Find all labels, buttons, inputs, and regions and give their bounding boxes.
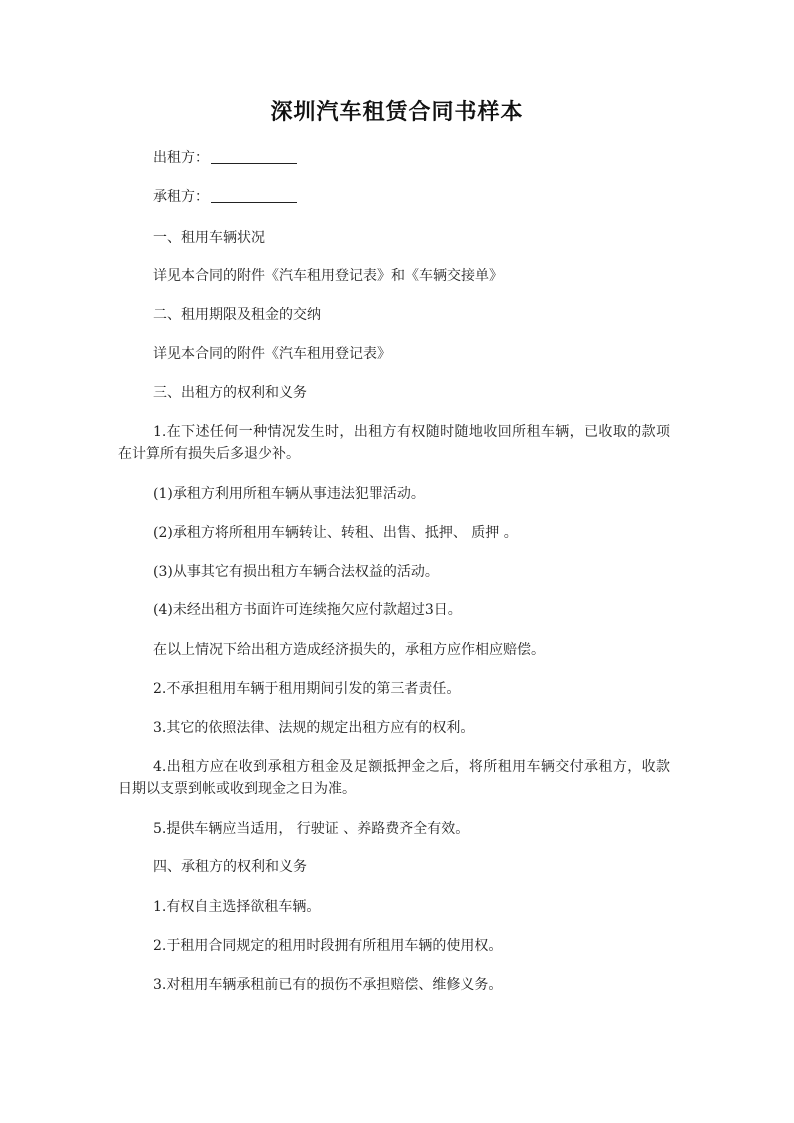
section-2-heading: 二、租用期限及租金的交纳 <box>153 307 321 323</box>
section-4-paragraph-1: 1.有权自主选择欲租车辆。 <box>153 899 321 915</box>
lessor-blank <box>211 149 297 164</box>
section-2-text: 详见本合同的附件《汽车租用登记表》 <box>153 346 391 362</box>
section-3-heading: 三、出租方的权利和义务 <box>153 385 307 401</box>
section-4-paragraph-2: 2.于租用合同规定的租用时段拥有所租用车辆的使用权。 <box>153 938 503 954</box>
section-3-paragraph-2: 2.不承担租用车辆于租用期间引发的第三者责任。 <box>153 681 461 697</box>
lessor-label: 出租方： <box>153 150 209 166</box>
lessee-line <box>153 187 297 207</box>
section-4-paragraph-3: 3.对租用车辆承租前已有的损伤不承担赔偿、维修义务。 <box>153 977 503 993</box>
section-3-clause-1: (1)承租方利用所租车辆从事违法犯罪活动。 <box>153 486 425 502</box>
section-4-heading: 四、承租方的权利和义务 <box>153 859 307 875</box>
section-1-text: 详见本合同的附件《汽车租用登记表》和《车辆交接单》 <box>153 268 503 284</box>
document-title: 深圳汽车租赁合同书样本 <box>270 99 524 125</box>
section-3-paragraph-3: 3.其它的依照法律、法规的规定出租方应有的权利。 <box>153 720 475 736</box>
section-3-clause-2: (2)承租方将所租用车辆转让、转租、出售、抵押、 质押 。 <box>153 525 518 541</box>
section-3-clause-3: (3)从事其它有损出租方车辆合法权益的活动。 <box>153 564 439 580</box>
section-1-heading: 一、租用车辆状况 <box>153 230 265 246</box>
section-3-paragraph-1: 1.在下述任何一种情况发生时，出租方有权随时随地收回所租车辆，已收取的款项在计算所有损失后多退少补。 <box>118 424 670 462</box>
lessee-label: 承租方： <box>153 189 209 205</box>
section-3-paragraph-5: 5.提供车辆应当适用， 行驶证 、养路费齐全有效。 <box>153 821 470 837</box>
section-3-note: 在以上情况下给出租方造成经济损失的，承租方应作相应赔偿。 <box>153 642 545 658</box>
section-3-paragraph-4: 4.出租方应在收到承租方租金及足额抵押金之后，将所租用车辆交付承租方，收款日期以支票到帐或收到现金之日为准。 <box>118 759 670 797</box>
section-3-clause-4: (4)未经出租方书面许可连续拖欠应付款超过3日。 <box>153 602 462 618</box>
lessee-blank <box>211 188 297 203</box>
lessor-line <box>153 148 297 168</box>
